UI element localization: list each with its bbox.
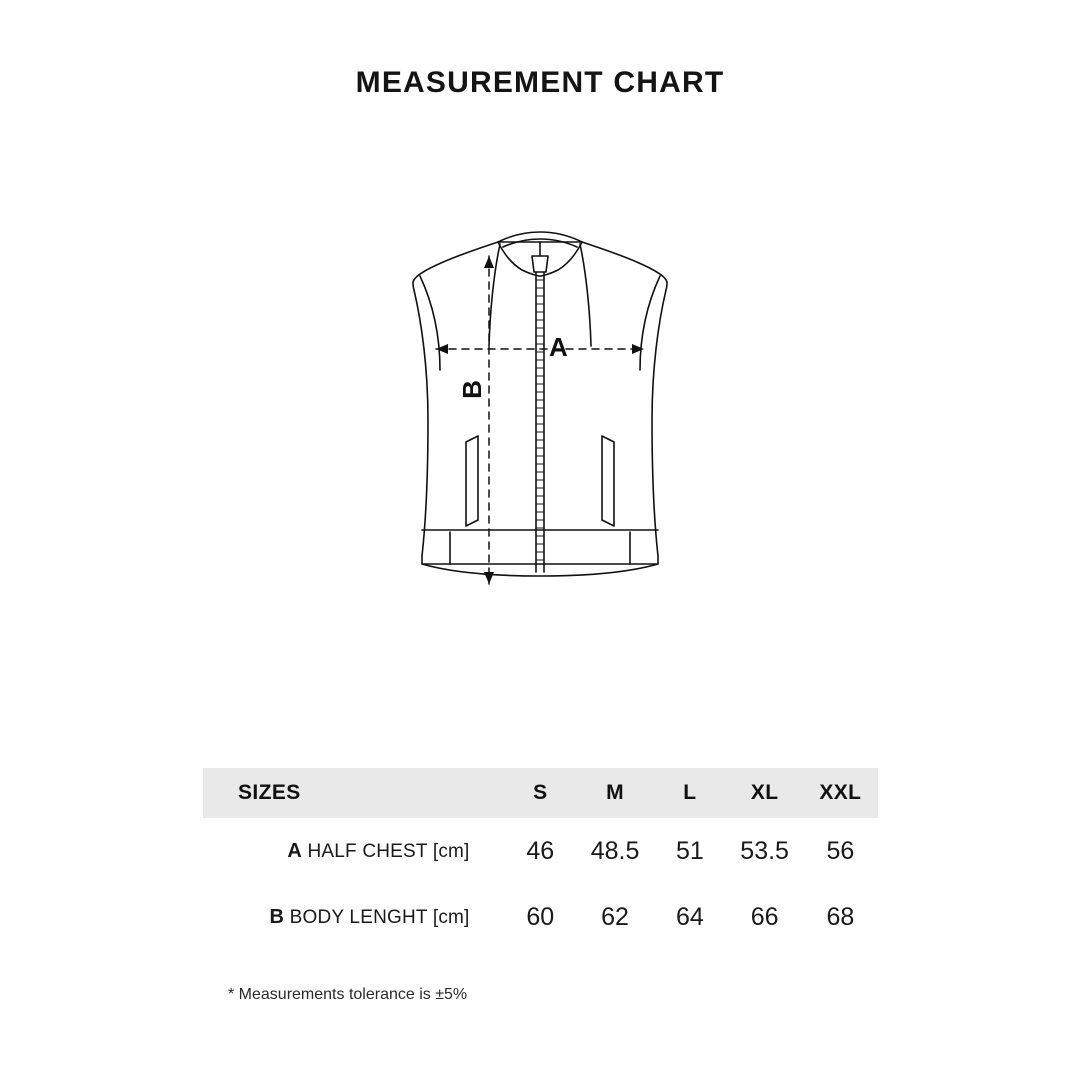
header-size-l: L (683, 781, 697, 804)
cell-body-lenght-l: 64 (675, 902, 704, 931)
zipper-pull (532, 256, 548, 272)
left-pocket (466, 436, 478, 526)
cell-half-chest-l: 51 (675, 836, 704, 865)
row-label-half-chest (203, 818, 504, 884)
measure-b-arrowhead-bottom (484, 572, 494, 584)
tolerance-footnote: * Measurements tolerance is ±5% (228, 986, 468, 1003)
right-armhole (640, 276, 660, 370)
header-size-m: M (606, 781, 625, 804)
hem-bottom-curve (422, 564, 658, 576)
vest-body-outline (413, 242, 667, 564)
table-header (203, 768, 878, 818)
header-sizes: SIZES (238, 781, 301, 804)
table-row (203, 884, 878, 950)
table-header-row (203, 768, 878, 818)
cell-body-lenght-xxl: 68 (826, 902, 855, 931)
cell-body-lenght-s: 60 (526, 902, 555, 931)
left-shoulder-seam (489, 244, 500, 346)
header-size-xxl: XXL (819, 781, 862, 804)
row-name-body-lenght: BODY LENGHT [cm] (289, 906, 470, 928)
cell-body-lenght-m: 62 (601, 902, 629, 931)
cell-body-lenght-xl: 66 (750, 902, 779, 931)
cell-half-chest-xl: 53.5 (740, 836, 789, 865)
left-armhole (420, 276, 440, 370)
row-label-body-lenght (203, 884, 504, 950)
row-key-a: A (287, 839, 302, 862)
measure-a-arrowhead-right (632, 344, 644, 354)
header-size-xl: XL (750, 781, 779, 804)
measure-b-arrowhead-top (484, 256, 494, 268)
cell-half-chest-s: 46 (526, 836, 555, 865)
table-body (203, 818, 878, 950)
row-key-b: B (269, 905, 285, 928)
table-row (203, 818, 878, 884)
right-pocket (602, 436, 614, 526)
header-size-s: S (533, 781, 548, 804)
cell-half-chest-xxl: 56 (826, 836, 855, 865)
right-shoulder-seam (580, 244, 591, 346)
row-name-half-chest: HALF CHEST [cm] (307, 840, 470, 862)
measure-a-arrowhead-left (436, 344, 448, 354)
measure-label-a: A (549, 332, 568, 362)
zipper-teeth (536, 280, 544, 560)
cell-half-chest-m: 48.5 (590, 836, 640, 865)
vest-illustration (390, 220, 690, 630)
measure-label-b: B (456, 380, 487, 399)
measurement-table (203, 768, 878, 950)
page-title: MEASUREMENT CHART (355, 66, 725, 99)
garment-technical-drawing (390, 220, 690, 630)
